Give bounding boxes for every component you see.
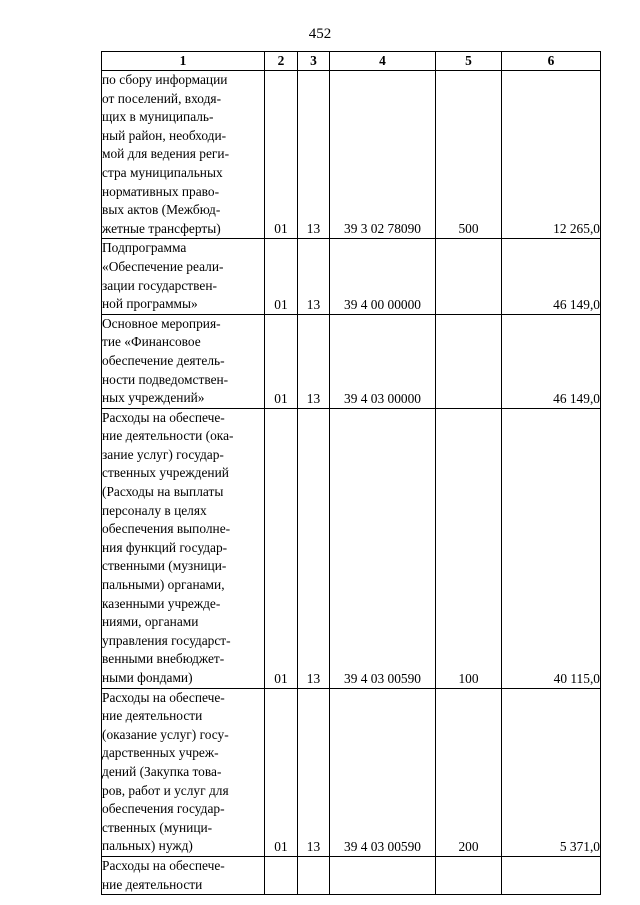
row-section: 01 bbox=[265, 688, 298, 856]
row-expense-type bbox=[436, 314, 502, 408]
row-section: 01 bbox=[265, 314, 298, 408]
row-target-code: 39 4 00 00000 bbox=[330, 239, 436, 314]
page-number: 452 bbox=[308, 26, 332, 42]
row-description: Подпрограмма «Обеспечение реали- зации государствен- ной программы» bbox=[102, 239, 265, 314]
header-col-2: 2 bbox=[265, 52, 298, 71]
row-section: 01 bbox=[265, 408, 298, 688]
row-subsection: 13 bbox=[298, 71, 330, 239]
header-col-3: 3 bbox=[298, 52, 330, 71]
row-subsection: 13 bbox=[298, 688, 330, 856]
header-col-5: 5 bbox=[436, 52, 502, 71]
row-amount bbox=[502, 856, 601, 894]
header-row bbox=[102, 52, 601, 71]
row-expense-type bbox=[436, 856, 502, 894]
row-section bbox=[265, 856, 298, 894]
row-target-code: 39 3 02 78090 bbox=[330, 71, 436, 239]
header-col-4: 4 bbox=[330, 52, 436, 71]
budget-table bbox=[101, 51, 601, 895]
row-amount: 12 265,0 bbox=[502, 71, 601, 239]
table-row bbox=[102, 856, 601, 894]
row-expense-type: 100 bbox=[436, 408, 502, 688]
table-row bbox=[102, 71, 601, 239]
header-col-6: 6 bbox=[502, 52, 601, 71]
row-subsection: 13 bbox=[298, 239, 330, 314]
row-amount: 46 149,0 bbox=[502, 239, 601, 314]
table-row bbox=[102, 688, 601, 856]
row-description: Расходы на обеспече- ние деятельности (ока- зание услуг) государ- ственных учреждений (Расходы на выплаты персоналу в целях обеспечения выполне- ния функций государ- ственными (музници- пальными) органами, казенными учрежде- ниями, органами управления государст- венными внебюджет- ными фондами) bbox=[102, 408, 265, 688]
row-subsection: 13 bbox=[298, 314, 330, 408]
row-subsection bbox=[298, 856, 330, 894]
row-description: по сбору информации от поселений, входя- щих в муниципаль- ный район, необходи- мой для ведения реги- стра муниципальных нормативных право- вых актов (Межбюд- жетные трансферты) bbox=[102, 71, 265, 239]
row-expense-type bbox=[436, 239, 502, 314]
table-row bbox=[102, 239, 601, 314]
table-row bbox=[102, 408, 601, 688]
row-description: Расходы на обеспече- ние деятельности bbox=[102, 856, 265, 894]
row-amount: 46 149,0 bbox=[502, 314, 601, 408]
row-description: Расходы на обеспече- ние деятельности (оказание услуг) госу- дарственных учреж- дений (Закупка това- ров, работ и услуг для обеспечения государ- ственных (муници- пальных) нужд) bbox=[102, 688, 265, 856]
row-target-code: 39 4 03 00590 bbox=[330, 408, 436, 688]
row-section: 01 bbox=[265, 71, 298, 239]
row-amount: 40 115,0 bbox=[502, 408, 601, 688]
row-expense-type: 500 bbox=[436, 71, 502, 239]
table-row bbox=[102, 314, 601, 408]
header-col-1: 1 bbox=[102, 52, 265, 71]
row-target-code bbox=[330, 856, 436, 894]
row-amount: 5 371,0 bbox=[502, 688, 601, 856]
row-target-code: 39 4 03 00590 bbox=[330, 688, 436, 856]
row-description: Основное мероприя- тие «Финансовое обеспечение деятель- ности подведомствен- ных учреждений» bbox=[102, 314, 265, 408]
row-subsection: 13 bbox=[298, 408, 330, 688]
row-section: 01 bbox=[265, 239, 298, 314]
row-target-code: 39 4 03 00000 bbox=[330, 314, 436, 408]
row-expense-type: 200 bbox=[436, 688, 502, 856]
